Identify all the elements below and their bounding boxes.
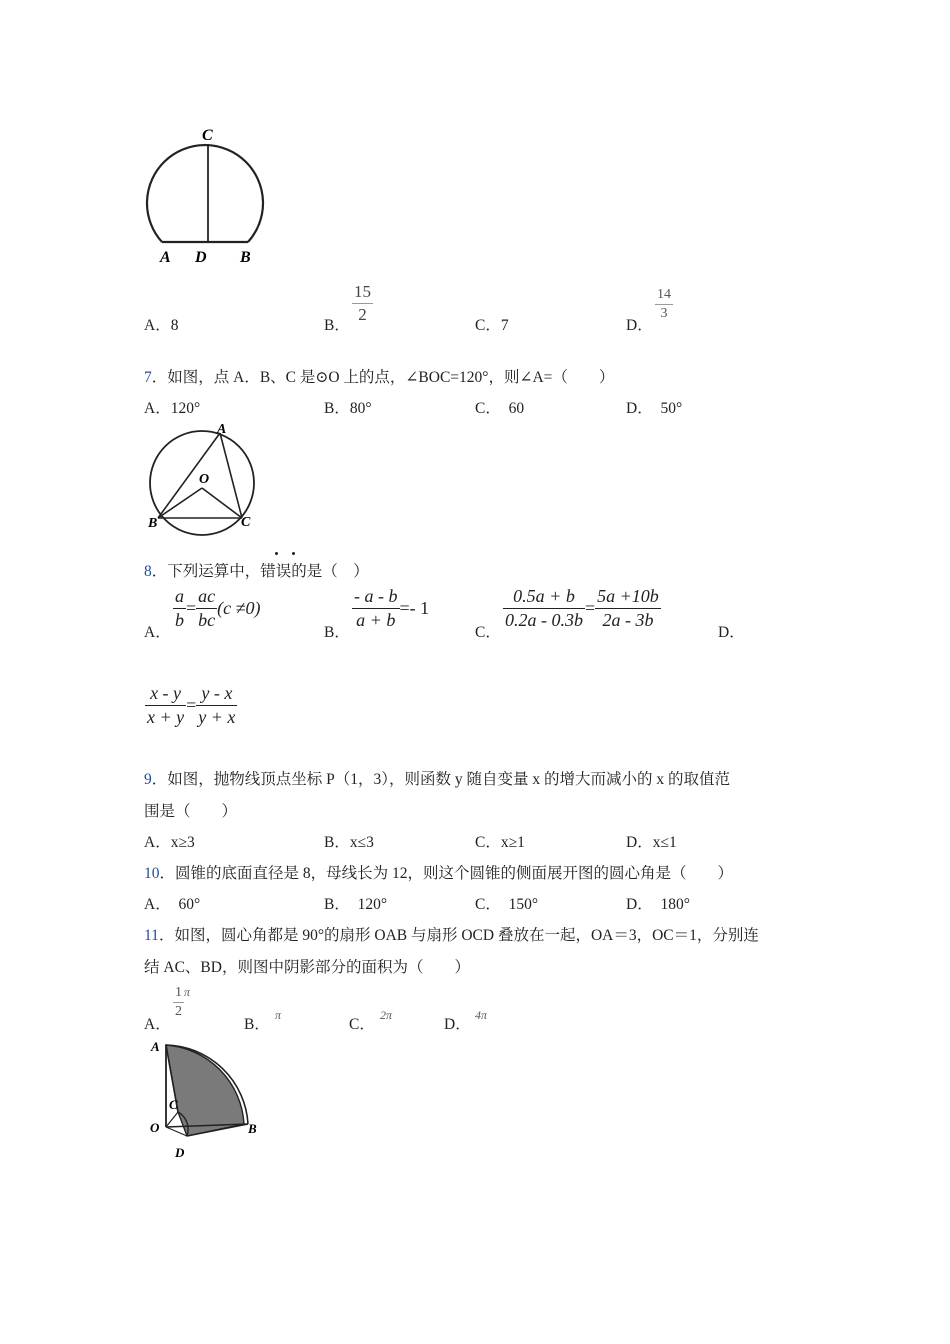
q11-option-b-label: B． (244, 1016, 270, 1033)
q10-option-d: D． 180° (626, 896, 690, 913)
label-b: B (240, 249, 251, 266)
q11-option-c-label: C． (349, 1016, 375, 1033)
q8-d-right-numerator: y - x (201, 683, 233, 703)
question-9-number: 9 (144, 771, 152, 788)
q6-d-denominator: 3 (655, 304, 673, 322)
question-9-text-line1: ．如图，抛物线顶点坐标 P（1，3），则函数 y 随自变量 x 的增大而减小的 x 的取值范 (151, 771, 730, 788)
q10-option-a: A． 60° (144, 896, 201, 913)
q6-option-c: C．7 (475, 317, 509, 334)
q6-option-b-fraction (352, 282, 373, 325)
q8-b-rhs: =- 1 (399, 598, 430, 618)
question-10-text: ．圆锥的底面直径是 8，母线长为 12，则这个圆锥的侧面展开图的圆心角是（ ） (159, 865, 734, 882)
segment-ob (158, 488, 202, 518)
label-a: A (151, 1039, 160, 1054)
label-o: O (199, 472, 210, 487)
label-d: D (195, 249, 207, 266)
q6-b-denominator: 2 (352, 303, 373, 325)
question-8-text: ．下列运算中，错误的是（ ） (151, 563, 369, 580)
question-11-text-line1: ．如图，圆心角都是 90°的扇形 OAB 与扇形 OCD 叠放在一起，OA＝3，OC＝1，分别连 (158, 927, 759, 944)
q10-option-b: B． 120° (324, 896, 388, 913)
label-c: C (169, 1097, 178, 1112)
q11-a-numerator: 1 (175, 985, 182, 1000)
q11-option-d-value: 4π (475, 1008, 488, 1022)
label-b: B (148, 516, 158, 531)
q8-a-right-denominator: bc (198, 610, 216, 630)
label-d: D (175, 1145, 185, 1160)
q11-option-a-value (173, 985, 190, 1020)
question-8-number: 8 (144, 563, 152, 580)
label-a: A (160, 249, 171, 266)
label-a: A (217, 422, 227, 437)
q8-a-left-numerator: a (175, 586, 184, 606)
segment-oc (166, 1112, 178, 1127)
q9-option-a: A．x≥3 (144, 834, 195, 851)
question-11 (144, 923, 759, 945)
question-8 (144, 559, 369, 581)
q11-option-c-value: 2π (380, 1008, 393, 1022)
segment-ab (158, 433, 220, 518)
q11-a-pi: π (184, 985, 191, 999)
q7-option-c: C． 60 (475, 400, 525, 417)
q8-a-right-numerator: ac (198, 586, 216, 606)
q8-option-b-expression (352, 586, 429, 631)
q11-option-a-label: A． (144, 1016, 171, 1033)
q8-option-a-label: A． (144, 624, 171, 641)
q7-option-a: A．120° (144, 400, 201, 417)
q8-option-c-expression: $\frac{0.5a + b}{0.2a - 0.3b}$ = $\frac{5a +10b}{2a - 3b}$ (505, 586, 659, 630)
q8-d-left-denominator: x + y (147, 707, 185, 727)
question-11-number: 11 (144, 927, 159, 944)
label-o: O (150, 1120, 160, 1135)
q6-d-numerator: 14 (657, 287, 671, 302)
q8-option-d-label: D． (718, 624, 745, 641)
q8-option-c-label: C． (475, 624, 501, 641)
q9-option-c: C．x≥1 (475, 834, 525, 851)
q8-b-denominator: a + b (352, 608, 400, 631)
q8-c-left-numerator: 0.5a + b (513, 586, 575, 606)
q6-option-b-label: B． (324, 317, 350, 334)
q10-option-c: C． 150° (475, 896, 539, 913)
q8-option-d-expression: $\frac{x - y}{x + y}$ = $\frac{y - x}{y + x}$ (147, 683, 236, 727)
q9-option-b: B．x≤3 (324, 834, 374, 851)
q6-b-numerator: 15 (354, 282, 371, 301)
q9-option-d: D．x≤1 (626, 834, 677, 851)
label-c: C (202, 127, 213, 144)
q11-a-denominator: 2 (175, 1004, 182, 1019)
q8-c-right-numerator: 5a +10b (597, 586, 659, 606)
question-9 (144, 767, 730, 789)
q6-option-a: A．8 (144, 317, 179, 334)
question-7-number: 7 (144, 369, 152, 386)
q8-option-a-expression: $\frac{a}{b}$ = $\frac{ac}{bc}$ (c ≠0) (175, 586, 261, 630)
question-11-text-line2: 结 AC、BD，则图中阴影部分的面积为（ ） (144, 959, 470, 976)
q8-a-left-denominator: b (175, 610, 184, 630)
q6-option-d-fraction (655, 287, 673, 322)
question-7-text: ．如图，点 A．B、C 是⊙O 上的点，∠BOC=120°，则∠A=（ ） (151, 369, 615, 386)
q8-d-right-denominator: y + x (198, 707, 236, 727)
q11-option-b-value: π (275, 1008, 282, 1022)
question-7-figure (140, 420, 270, 540)
question-7 (144, 365, 614, 387)
q6-option-d-label: D． (626, 317, 653, 334)
arc-acb (147, 145, 263, 242)
q8-b-numerator: - a - b (354, 586, 398, 606)
emphasis-dot (275, 552, 278, 555)
emphasis-dot (292, 552, 295, 555)
question-10 (144, 861, 733, 883)
q8-option-b-label: B． (324, 624, 350, 641)
shaded-region (166, 1045, 244, 1136)
q11-option-d-label: D． (444, 1016, 471, 1033)
question-10-number: 10 (144, 865, 160, 882)
q8-d-left-numerator: x - y (150, 683, 182, 703)
q8-c-right-denominator: 2a - 3b (595, 608, 661, 631)
question-6-figure (140, 122, 280, 272)
label-c: C (241, 515, 251, 530)
q8-a-condition: (c ≠0) (217, 598, 261, 618)
label-b: B (248, 1121, 257, 1136)
question-11-figure (145, 1035, 265, 1165)
q8-c-left-denominator: 0.2a - 0.3b (505, 610, 583, 630)
question-9-text-line2: 围是（ ） (144, 803, 238, 820)
q7-option-b: B．80° (324, 400, 372, 417)
q7-option-d: D． 50° (626, 400, 683, 417)
